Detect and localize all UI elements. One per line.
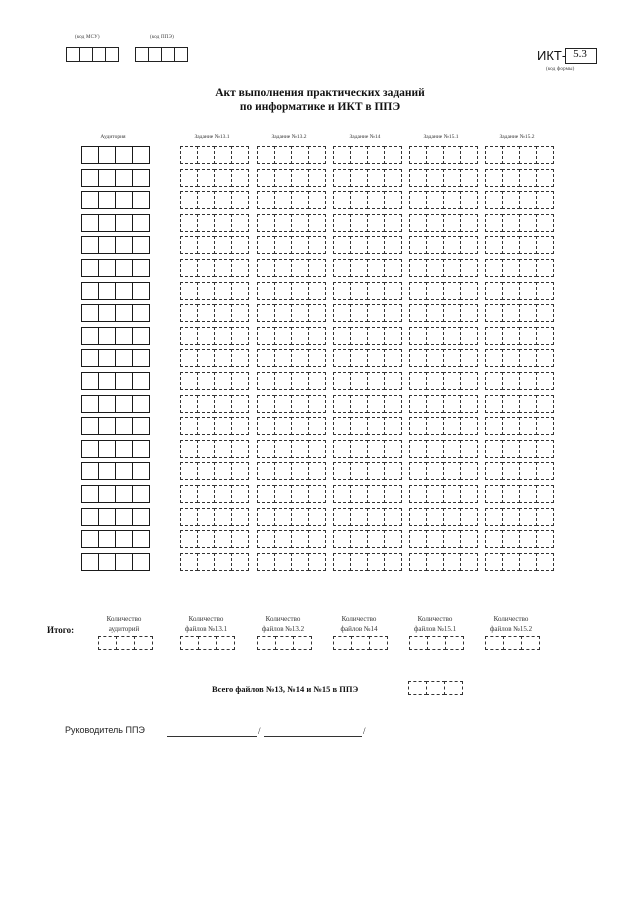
signature-separator: / <box>258 726 261 736</box>
task-files-field[interactable] <box>409 553 477 571</box>
totals-field[interactable] <box>485 636 539 650</box>
totals-caption <box>84 614 164 634</box>
task-files-field[interactable] <box>333 236 401 254</box>
mcu-code-caption: (код МСУ) <box>75 35 100 40</box>
mcu-code-field[interactable] <box>66 47 118 62</box>
task-files-field[interactable] <box>485 304 553 322</box>
task-files-field[interactable] <box>180 440 248 458</box>
task-files-field[interactable] <box>485 485 553 503</box>
task-files-field[interactable] <box>333 191 401 209</box>
task-files-field[interactable] <box>333 304 401 322</box>
task-files-field[interactable] <box>485 417 553 435</box>
form-code-caption: (код формы) <box>546 67 575 72</box>
all-files-label: Всего файлов №13, №14 и №15 в ППЭ <box>212 684 359 694</box>
task-files-field[interactable] <box>409 372 477 390</box>
totals-field[interactable] <box>333 636 387 650</box>
column-header: Аудитория <box>100 134 126 140</box>
task-files-field[interactable] <box>333 440 401 458</box>
task-files-field[interactable] <box>257 169 325 187</box>
auditorium-number-field[interactable] <box>81 214 149 232</box>
all-files-field[interactable] <box>408 681 462 695</box>
task-files-field[interactable] <box>257 236 325 254</box>
task-files-field[interactable] <box>333 372 401 390</box>
task-files-field[interactable] <box>409 440 477 458</box>
totals-field[interactable] <box>257 636 311 650</box>
form-code: 5.3 <box>573 48 587 60</box>
auditorium-number-field[interactable] <box>81 440 149 458</box>
totals-caption-line1: Количество <box>493 615 529 623</box>
task-files-field[interactable] <box>485 214 553 232</box>
task-files-field[interactable] <box>257 214 325 232</box>
task-files-field[interactable] <box>333 553 401 571</box>
totals-caption <box>243 614 323 634</box>
task-files-field[interactable] <box>409 169 477 187</box>
task-files-field[interactable] <box>485 236 553 254</box>
totals-caption-line1: Количество <box>417 615 453 623</box>
auditorium-number-field[interactable] <box>81 282 149 300</box>
task-files-field[interactable] <box>409 395 477 413</box>
auditorium-number-field[interactable] <box>81 508 149 526</box>
task-files-field[interactable] <box>333 259 401 277</box>
task-files-field[interactable] <box>257 146 325 164</box>
auditorium-number-field[interactable] <box>81 553 149 571</box>
column-header: Задание №13.1 <box>194 134 230 140</box>
task-files-field[interactable] <box>485 553 553 571</box>
auditorium-number-field[interactable] <box>81 462 149 480</box>
task-files-field[interactable] <box>333 395 401 413</box>
totals-field[interactable] <box>180 636 234 650</box>
task-files-field[interactable] <box>257 282 325 300</box>
task-files-field[interactable] <box>180 146 248 164</box>
auditorium-number-field[interactable] <box>81 395 149 413</box>
task-files-field[interactable] <box>180 553 248 571</box>
task-files-field[interactable] <box>257 191 325 209</box>
signature-label: Руководитель ППЭ <box>65 725 145 735</box>
totals-field[interactable] <box>98 636 152 650</box>
signature-name-line[interactable] <box>264 736 362 737</box>
task-files-field[interactable] <box>485 327 553 345</box>
task-files-field[interactable] <box>409 304 477 322</box>
totals-caption-line1: Количество <box>106 615 142 623</box>
task-files-field[interactable] <box>485 530 553 548</box>
task-files-field[interactable] <box>333 485 401 503</box>
ppe-code-field[interactable] <box>135 47 187 62</box>
task-files-field[interactable] <box>409 530 477 548</box>
task-files-field[interactable] <box>333 169 401 187</box>
task-files-field[interactable] <box>409 508 477 526</box>
task-files-field[interactable] <box>257 304 325 322</box>
signature-separator-end: / <box>363 726 366 736</box>
task-files-field[interactable] <box>333 349 401 367</box>
task-files-field[interactable] <box>257 417 325 435</box>
task-files-field[interactable] <box>485 395 553 413</box>
task-files-field[interactable] <box>180 417 248 435</box>
task-files-field[interactable] <box>180 282 248 300</box>
task-files-field[interactable] <box>409 236 477 254</box>
task-files-field[interactable] <box>257 462 325 480</box>
totals-caption-line2: файлов №14 <box>340 625 378 633</box>
task-files-field[interactable] <box>333 146 401 164</box>
task-files-field[interactable] <box>409 349 477 367</box>
task-files-field[interactable] <box>409 485 477 503</box>
task-files-field[interactable] <box>180 169 248 187</box>
task-files-field[interactable] <box>180 214 248 232</box>
task-files-field[interactable] <box>180 372 248 390</box>
auditorium-number-field[interactable] <box>81 372 149 390</box>
auditorium-number-field[interactable] <box>81 304 149 322</box>
auditorium-number-field[interactable] <box>81 191 149 209</box>
task-files-field[interactable] <box>257 440 325 458</box>
totals-caption-line2: файлов №13.1 <box>184 625 228 633</box>
task-files-field[interactable] <box>257 327 325 345</box>
task-files-field[interactable] <box>180 236 248 254</box>
auditorium-number-field[interactable] <box>81 485 149 503</box>
totals-caption <box>166 614 246 634</box>
column-header: Задание №13.2 <box>271 134 307 140</box>
task-files-field[interactable] <box>180 485 248 503</box>
task-files-field[interactable] <box>333 282 401 300</box>
auditorium-number-field[interactable] <box>81 169 149 187</box>
task-files-field[interactable] <box>180 349 248 367</box>
task-files-field[interactable] <box>409 417 477 435</box>
column-header: Задание №15.1 <box>423 134 459 140</box>
task-files-field[interactable] <box>409 259 477 277</box>
auditorium-number-field[interactable] <box>81 349 149 367</box>
task-files-field[interactable] <box>333 214 401 232</box>
task-files-field[interactable] <box>409 191 477 209</box>
column-header: Задание №14 <box>349 134 381 140</box>
totals-caption-line2: файлов №13.2 <box>261 625 305 633</box>
task-files-field[interactable] <box>257 485 325 503</box>
totals-label: Итого: <box>47 625 75 635</box>
totals-caption-line2: файлов №15.2 <box>489 625 533 633</box>
signature-line[interactable] <box>167 736 257 737</box>
task-files-field[interactable] <box>485 462 553 480</box>
task-files-field[interactable] <box>409 462 477 480</box>
task-files-field[interactable] <box>333 417 401 435</box>
auditorium-number-field[interactable] <box>81 327 149 345</box>
task-files-field[interactable] <box>485 349 553 367</box>
task-files-field[interactable] <box>180 508 248 526</box>
task-files-field[interactable] <box>485 440 553 458</box>
auditorium-number-field[interactable] <box>81 146 149 164</box>
task-files-field[interactable] <box>180 530 248 548</box>
totals-caption <box>471 614 551 634</box>
task-files-field[interactable] <box>409 327 477 345</box>
task-files-field[interactable] <box>485 169 553 187</box>
auditorium-number-field[interactable] <box>81 259 149 277</box>
page-title-line1: Акт выполнения практических заданий <box>215 87 425 99</box>
task-files-field[interactable] <box>257 349 325 367</box>
form-prefix: ИКТ- <box>537 48 567 63</box>
task-files-field[interactable] <box>180 259 248 277</box>
task-files-field[interactable] <box>409 282 477 300</box>
task-files-field[interactable] <box>333 530 401 548</box>
task-files-field[interactable] <box>257 259 325 277</box>
task-files-field[interactable] <box>485 508 553 526</box>
task-files-field[interactable] <box>485 282 553 300</box>
totals-caption-line1: Количество <box>265 615 301 623</box>
ppe-code-caption: (код ППЭ) <box>150 35 174 40</box>
task-files-field[interactable] <box>333 327 401 345</box>
totals-caption-line2: аудиторий <box>108 625 140 633</box>
task-files-field[interactable] <box>180 395 248 413</box>
task-files-field[interactable] <box>180 191 248 209</box>
totals-field[interactable] <box>409 636 463 650</box>
totals-caption-line2: файлов №15.1 <box>413 625 457 633</box>
task-files-field[interactable] <box>409 214 477 232</box>
task-files-field[interactable] <box>180 462 248 480</box>
task-files-field[interactable] <box>180 304 248 322</box>
task-files-field[interactable] <box>485 259 553 277</box>
task-files-field[interactable] <box>257 508 325 526</box>
auditorium-number-field[interactable] <box>81 530 149 548</box>
task-files-field[interactable] <box>257 372 325 390</box>
task-files-field[interactable] <box>257 553 325 571</box>
task-files-field[interactable] <box>409 146 477 164</box>
auditorium-number-field[interactable] <box>81 236 149 254</box>
task-files-field[interactable] <box>333 462 401 480</box>
task-files-field[interactable] <box>485 372 553 390</box>
page-title-line2: по информатике и ИКТ в ППЭ <box>239 101 401 113</box>
column-header: Задание №15.2 <box>499 134 535 140</box>
task-files-field[interactable] <box>257 395 325 413</box>
totals-caption <box>319 614 399 634</box>
auditorium-number-field[interactable] <box>81 417 149 435</box>
totals-caption-line1: Количество <box>341 615 377 623</box>
totals-caption <box>395 614 475 634</box>
task-files-field[interactable] <box>180 327 248 345</box>
totals-caption-line1: Количество <box>188 615 224 623</box>
task-files-field[interactable] <box>333 508 401 526</box>
task-files-field[interactable] <box>485 146 553 164</box>
task-files-field[interactable] <box>257 530 325 548</box>
task-files-field[interactable] <box>485 191 553 209</box>
